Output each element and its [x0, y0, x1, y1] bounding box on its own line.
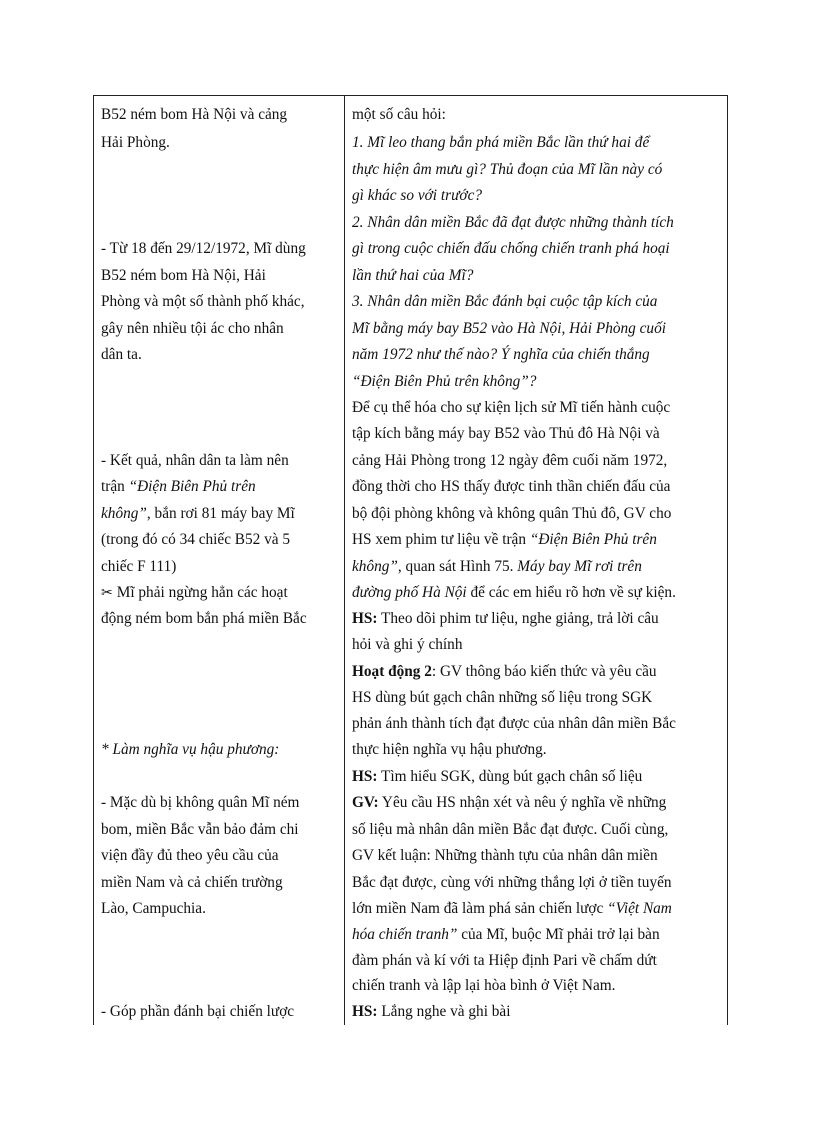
col2-line — [352, 580, 676, 606]
text-run: Yêu cầu HS nhận xét và nêu ý nghĩa về những — [378, 794, 667, 811]
text-run: : GV thông báo kiến thức và yêu cầu — [431, 663, 657, 680]
col2-line: “Điện Biên Phủ trên không”? — [352, 373, 537, 390]
col1-line: viện đầy đủ theo yêu cầu của — [101, 847, 279, 864]
col1-line: dân ta. — [101, 346, 142, 363]
col2-line — [352, 527, 657, 553]
table-left-border — [93, 95, 94, 1025]
col2-line: Để cụ thể hóa cho sự kiện lịch sử Mĩ tiến hành cuộc — [352, 399, 671, 416]
col2-line: đàm phán và kí với ta Hiệp định Pari về chấm dứt — [352, 952, 657, 969]
col2-line: cảng Hải Phòng trong 12 ngày đêm cuối năm 1972, — [352, 452, 668, 469]
text-run-italic: “Việt Nam — [607, 900, 672, 917]
text-run: của Mĩ, buộc Mĩ phải trở lại bàn — [457, 926, 660, 943]
col2-line: lần thứ hai của Mĩ? — [352, 267, 474, 284]
table-right-border — [727, 95, 728, 1025]
text-run-bold: HS: — [352, 610, 378, 627]
col2-line — [352, 790, 666, 816]
text-run: trận — [101, 478, 129, 495]
col1-line: B52 ném bom Hà Nội và cảng — [101, 106, 288, 123]
col2-line — [352, 922, 660, 948]
text-run: HS xem phim tư liệu về trận — [352, 531, 530, 548]
text-run: lớn miền Nam đã làm phá sản chiến lược — [352, 900, 608, 917]
text-run-bold: HS: — [352, 768, 378, 785]
col1-line: (trong đó có 34 chiếc B52 và 5 — [101, 531, 291, 548]
col2-line: năm 1972 như thế nào? Ý nghĩa của chiến thắng — [352, 346, 650, 363]
col2-line: Mĩ bằng máy bay B52 vào Hà Nội, Hải Phòng cuối — [352, 320, 666, 337]
text-run: , bắn rơi 81 máy bay Mĩ — [146, 505, 295, 522]
col2-line: HS dùng bút gạch chân những số liệu trong SGK — [352, 689, 653, 706]
col2-line: Bắc đạt được, cùng với những thắng lợi ở tiền tuyến — [352, 874, 672, 891]
col1-line: - Kết quả, nhân dân ta làm nên — [101, 452, 289, 469]
text-run: Theo dõi phim tư liệu, nghe giảng, trả lời câu — [377, 610, 659, 627]
text-run-bold: GV: — [352, 794, 379, 811]
text-run: Tìm hiểu SGK, dùng bút gạch chân số liệu — [377, 768, 643, 785]
col2-line: 1. Mĩ leo thang bắn phá miền Bắc lần thứ hai để — [352, 134, 650, 151]
col1-line — [101, 501, 295, 527]
col2-line: tập kích bằng máy bay B52 vào Thủ đô Hà Nội và — [352, 425, 660, 442]
col2-line — [352, 659, 657, 685]
table-column-divider — [344, 95, 345, 1025]
col2-line: gì trong cuộc chiến đấu chống chiến tranh phá hoại — [352, 240, 670, 257]
col2-line: chiến tranh và lập lại hòa bình ở Việt Nam. — [352, 977, 616, 994]
col1-line: - Góp phần đánh bại chiến lược — [101, 1003, 295, 1020]
text-run-italic: “Điện Biên Phủ trên — [529, 531, 657, 548]
col2-line: phản ánh thành tích đạt được của nhân dân miền Bắc — [352, 715, 676, 732]
text-run-italic: đường phố Hà Nội — [352, 584, 467, 601]
col2-line: bộ đội phòng không và không quân Thủ đô, GV cho — [352, 505, 672, 522]
col1-line: động ném bom bắn phá miền Bắc — [101, 610, 307, 627]
text-run: Lắng nghe và ghi bài — [377, 1003, 511, 1020]
col2-line: thực hiện nghĩa vụ hậu phương. — [352, 741, 547, 758]
text-run-italic: hóa chiến tranh” — [352, 926, 458, 943]
col1-line: Phòng và một số thành phố khác, — [101, 293, 305, 310]
text-run: Mĩ phải ngừng hẳn các hoạt — [116, 584, 288, 601]
table-top-border — [93, 95, 727, 96]
col2-line — [352, 606, 659, 632]
text-run: để các em hiểu rõ hơn về sự kiện. — [466, 584, 676, 601]
col2-line: thực hiện âm mưu gì? Thủ đoạn của Mĩ lần này có — [352, 161, 663, 178]
col2-line: 3. Nhân dân miền Bắc đánh bại cuộc tập kích của — [352, 293, 658, 310]
col2-line — [352, 764, 642, 790]
col1-line: B52 ném bom Hà Nội, Hải — [101, 267, 266, 284]
scissors-icon: ✂ — [101, 585, 113, 601]
col2-line: số liệu mà nhân dân miền Bắc đạt được. Cuối cùng, — [352, 821, 669, 838]
col1-line: gây nên nhiều tội ác cho nhân — [101, 320, 284, 337]
col2-line — [352, 999, 510, 1025]
col2-line: hỏi và ghi ý chính — [352, 636, 463, 653]
text-run-italic: không” — [101, 505, 147, 522]
col1-line — [101, 474, 256, 500]
col2-line — [352, 554, 642, 580]
col1-line: - Từ 18 đến 29/12/1972, Mĩ dùng — [101, 240, 306, 257]
text-run-italic: Máy bay Mĩ rơi trên — [517, 558, 642, 575]
text-run-bold: HS: — [352, 1003, 378, 1020]
text-run-italic: “Điện Biên Phủ trên — [128, 478, 256, 495]
col2-line: gì khác so với trước? — [352, 187, 483, 204]
col1-line: bom, miền Bắc vẫn bảo đảm chi — [101, 821, 299, 838]
col1-line: - Mặc dù bị không quân Mĩ ném — [101, 794, 300, 811]
text-run-bold: Hoạt động 2 — [352, 663, 432, 680]
col1-line: Lào, Campuchia. — [101, 900, 206, 917]
col2-line: GV kết luận: Những thành tựu của nhân dân miền — [352, 847, 658, 864]
col2-line: đồng thời cho HS thấy được tinh thần chiến đấu của — [352, 478, 671, 495]
col1-line: * Làm nghĩa vụ hậu phương: — [101, 741, 280, 758]
col1-line — [101, 580, 288, 606]
col2-line: 2. Nhân dân miền Bắc đã đạt được những thành tích — [352, 214, 674, 231]
col1-line: miền Nam và cả chiến trường — [101, 874, 283, 891]
col1-line: chiếc F 111) — [101, 558, 177, 575]
text-run: , quan sát Hình 75. — [397, 558, 518, 575]
col2-line: một số câu hỏi: — [352, 106, 446, 123]
text-run-italic: không” — [352, 558, 398, 575]
col1-line: Hải Phòng. — [101, 134, 170, 151]
col2-line — [352, 896, 672, 922]
